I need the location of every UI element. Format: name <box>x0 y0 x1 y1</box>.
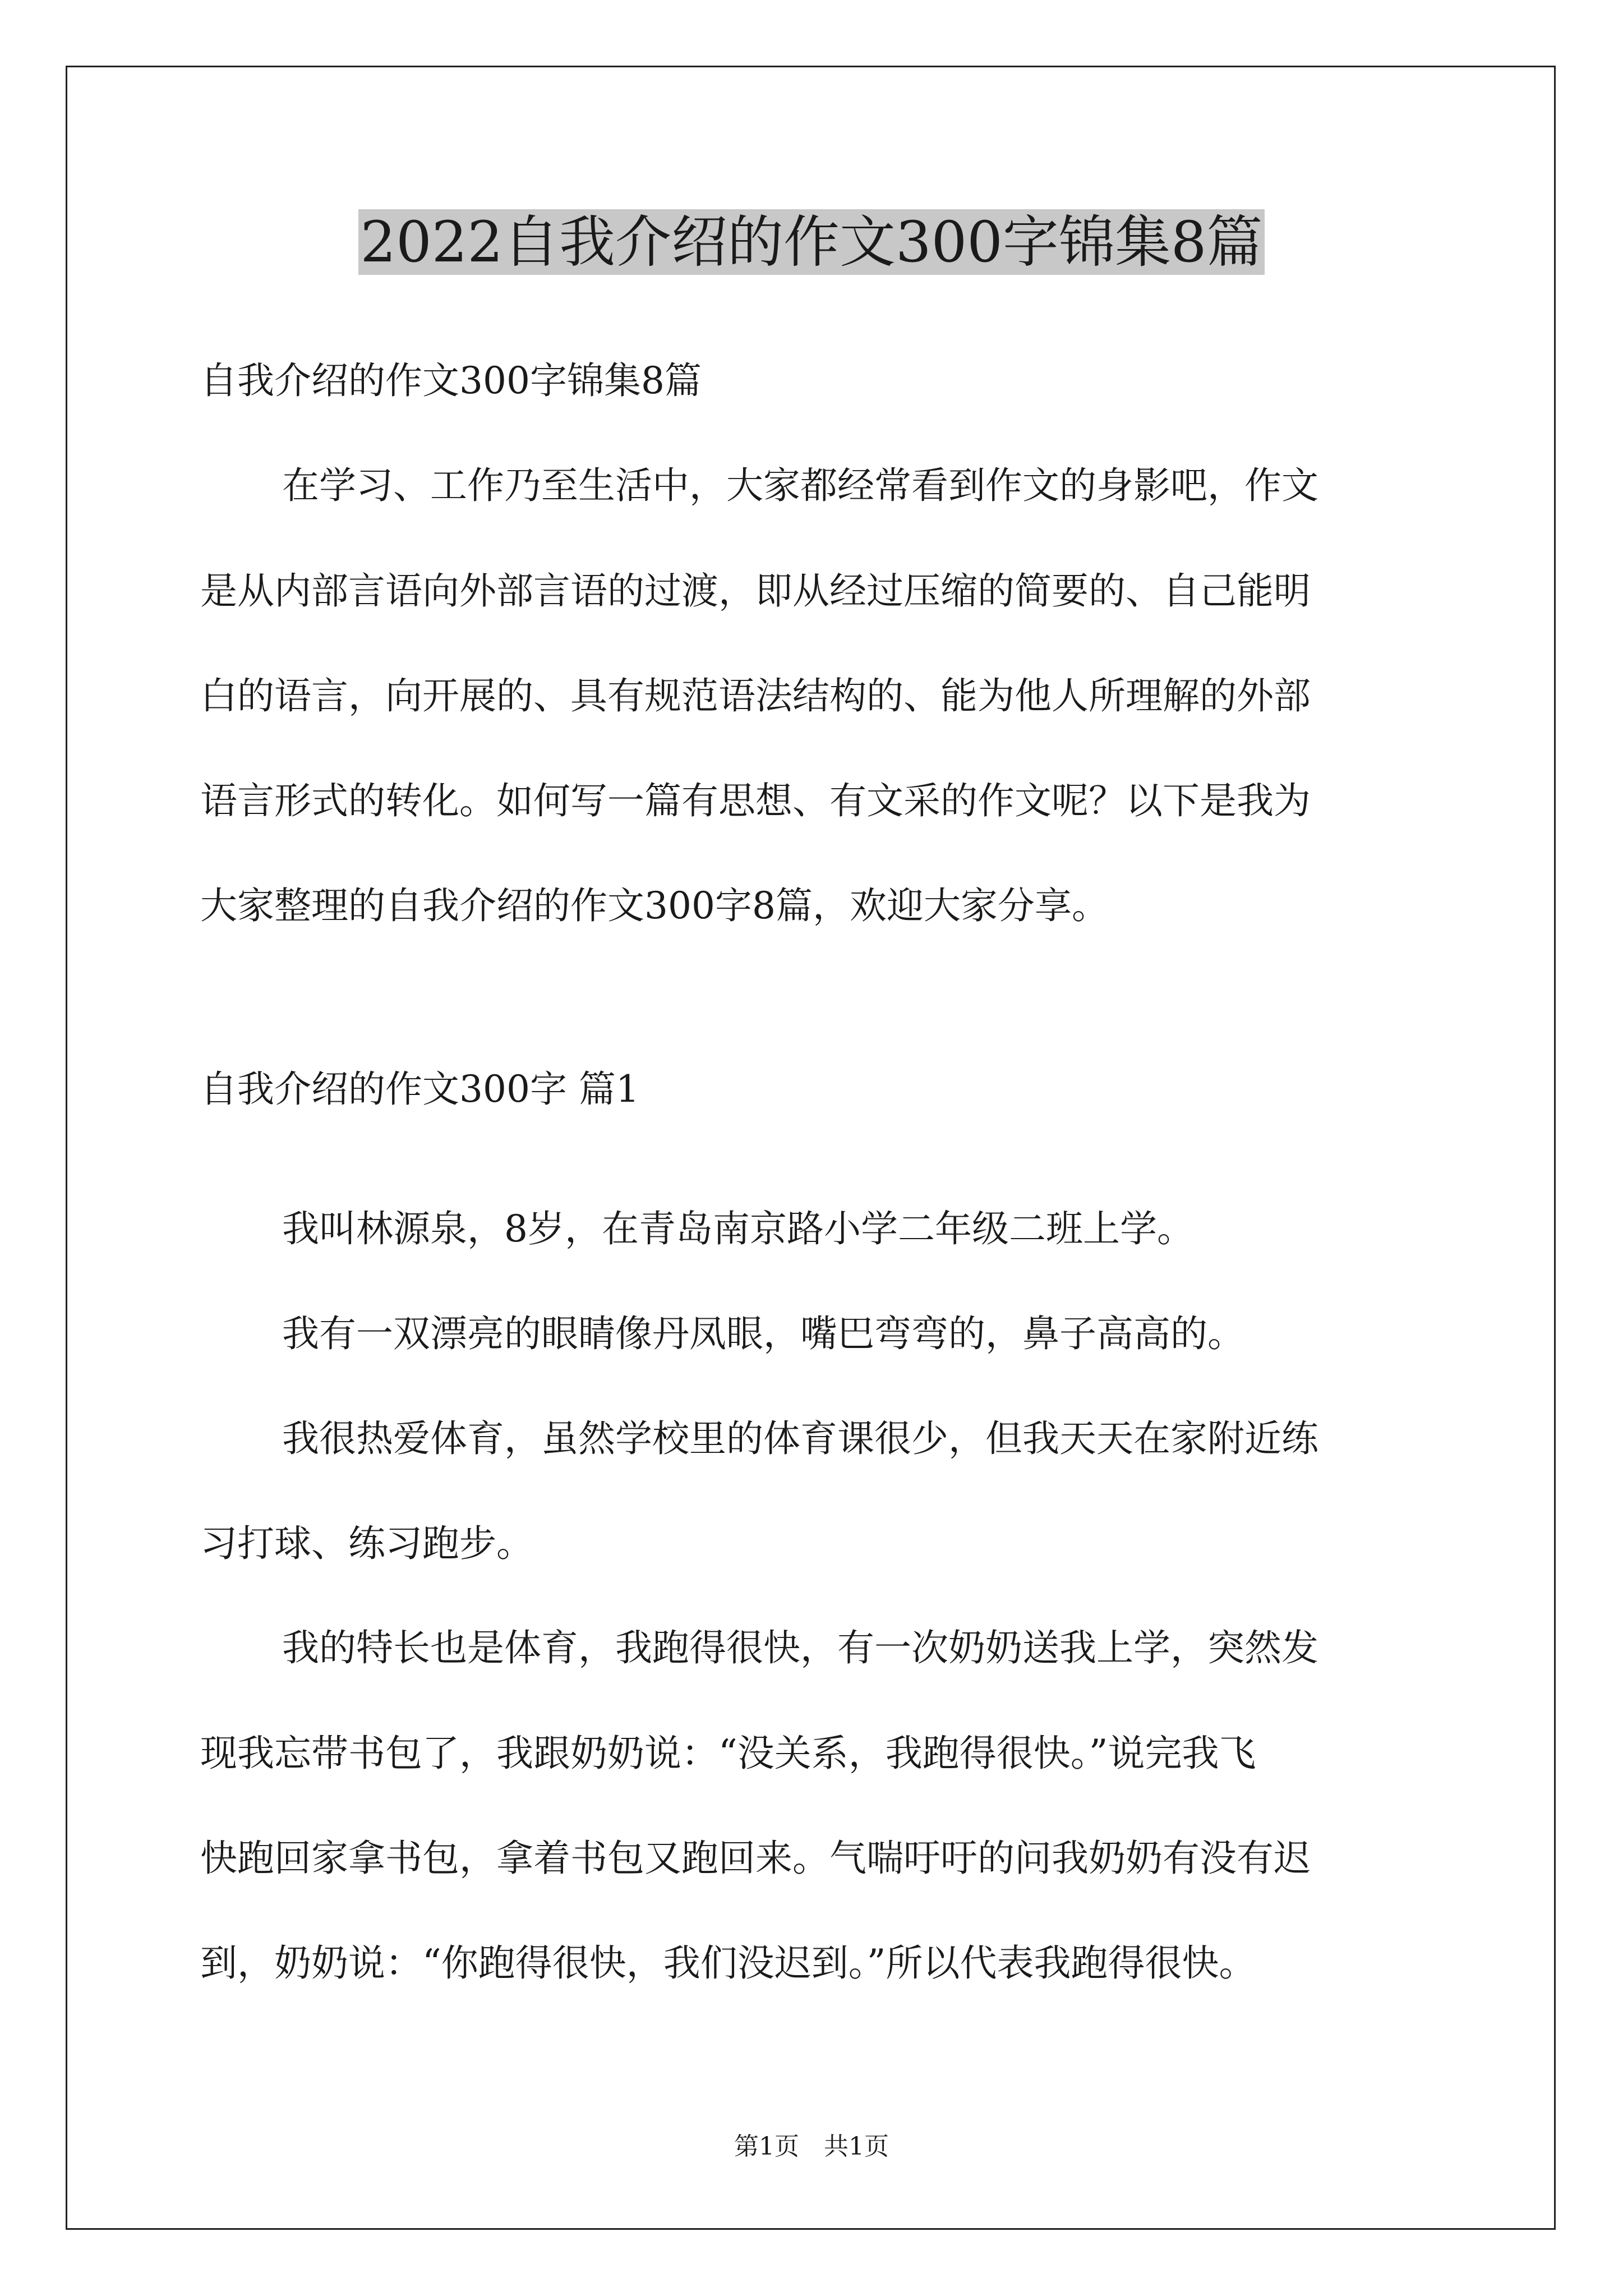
body-line: 我的特长也是体育，我跑得很快，有一次奶奶送我上学，突然发 <box>282 1626 1318 1669</box>
document-title-text: 2022自我介绍的作文300字锦集8篇 <box>358 209 1265 275</box>
intro-line: 在学习、工作乃至生活中，大家都经常看到作文的身影吧，作文 <box>282 464 1318 507</box>
intro-line: 大家整理的自我介绍的作文300字8篇，欢迎大家分享。 <box>200 884 1109 927</box>
intro-line: 白的语言，向开展的、具有规范语法结构的、能为他人所理解的外部 <box>200 674 1311 717</box>
intro-line: 语言形式的转化。如何写一篇有思想、有文采的作文呢？以下是我为 <box>200 779 1311 822</box>
body-line: 现我忘带书包了，我跟奶奶说：“没关系，我跑得很快。”说完我飞 <box>200 1732 1256 1775</box>
body-line: 我有一双漂亮的眼睛像丹凤眼，嘴巴弯弯的，鼻子高高的。 <box>282 1312 1244 1355</box>
document-title <box>0 205 1623 279</box>
section-heading: 自我介绍的作文300字 篇1 <box>200 1068 639 1111</box>
body-line: 习打球、练习跑步。 <box>200 1522 533 1565</box>
body-line: 我叫林源泉，8岁，在青岛南京路小学二年级二班上学。 <box>282 1207 1194 1250</box>
body-line: 我很热爱体育，虽然学校里的体育课很少，但我天天在家附近练 <box>282 1417 1318 1460</box>
page-footer: 第1页 共1页 <box>734 2132 889 2161</box>
intro-line: 是从内部言语向外部言语的过渡，即从经过压缩的简要的、自己能明 <box>200 569 1311 613</box>
body-line: 到，奶奶说：“你跑得很快，我们没迟到。”所以代表我跑得很快。 <box>200 1941 1256 1985</box>
subtitle: 自我介绍的作文300字锦集8篇 <box>200 359 702 402</box>
body-line: 快跑回家拿书包，拿着书包又跑回来。气喘吁吁的问我奶奶有没有迟 <box>200 1837 1311 1880</box>
